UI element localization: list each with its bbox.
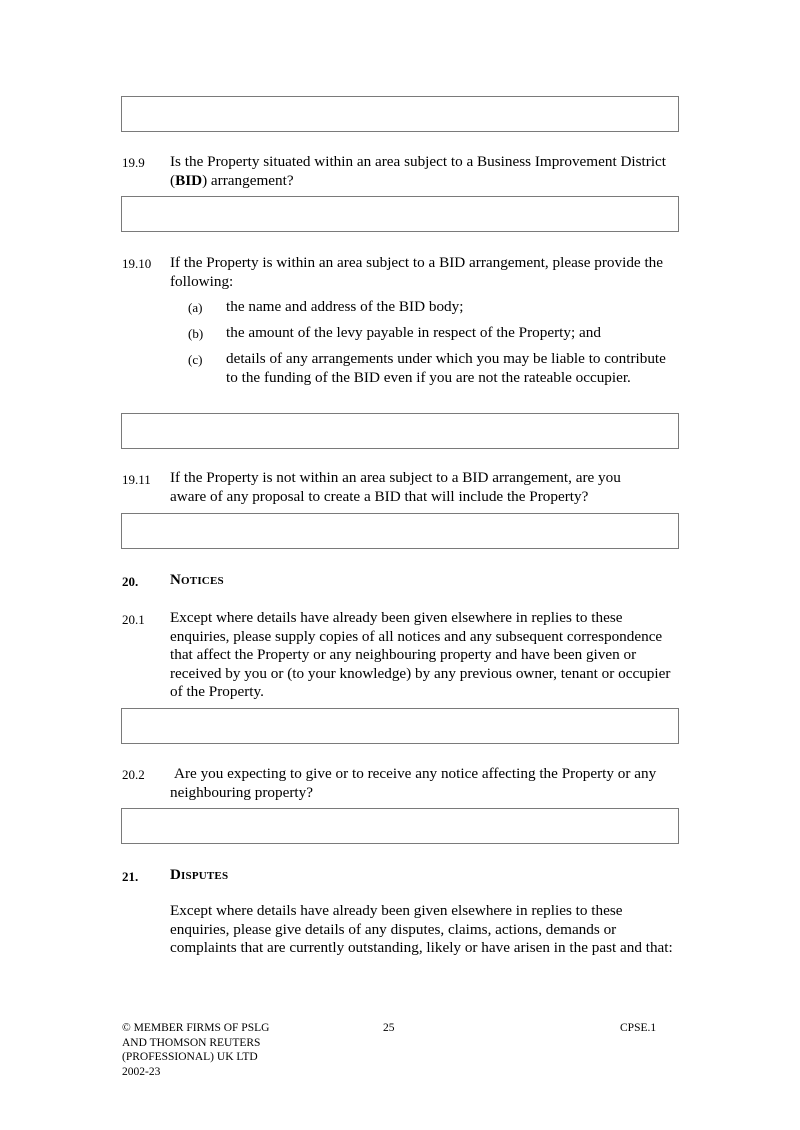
question-19-9 (170, 153, 670, 190)
item-number-19-9: 19.9 (122, 155, 145, 170)
reply-box-20-1[interactable] (121, 708, 679, 744)
item-number-20-2: 20.2 (122, 767, 145, 782)
question-19-11: If the Property is not within an area subject to a BID arrangement, are you aware of any proposal to create a BID that will include the Property? (170, 469, 621, 505)
reply-box-19-9[interactable] (121, 196, 679, 232)
sub-item-text: the name and address of the BID body; (226, 298, 464, 315)
section-number-20: 20. (122, 574, 139, 589)
sub-item-label: (c) (188, 352, 203, 367)
reply-box-19-11[interactable] (121, 513, 679, 549)
reply-box-19-10[interactable] (121, 413, 679, 449)
footer-copyright (122, 1021, 269, 1079)
item-number-19-10: 19.10 (122, 256, 152, 271)
reply-box-20-2[interactable] (121, 808, 679, 844)
reply-box-19-8[interactable] (121, 96, 679, 132)
form-code: CPSE.1 (620, 1022, 657, 1034)
footer-copyright-line: AND THOMSON REUTERS (122, 1036, 261, 1049)
sub-item-label: (a) (188, 300, 203, 315)
item-number-20-1: 20.1 (122, 612, 145, 627)
question-19-9-bold-term: BID (175, 171, 203, 189)
question-19-9-text: Is the Property situated within an area subject to a Business Improvement District ( (170, 153, 667, 189)
sub-item-label: (b) (188, 326, 204, 341)
question-20-2: Are you expecting to give or to receive any notice affecting the Property or any neighbouring property? (170, 765, 657, 801)
question-20-1: Except where details have already been given elsewhere in replies to these enquiries, please supply copies of all notices and any subsequent correspondence that affect the Property or any neighbouring property and have been given or received by you or (to your knowledge) by any previous owner, tenant or occupier of the Property. (170, 609, 671, 700)
question-19-9-text-end: ) arrangement? (202, 171, 294, 189)
section-21-text: Except where details have already been given elsewhere in replies to these enquiries, please give details of any disputes, claims, actions, demands or complaints that are currently outstanding, likely or have arisen in the past and that: (170, 902, 673, 956)
item-number-19-11: 19.11 (122, 472, 151, 487)
footer-copyright-line: (PROFESSIONAL) UK LTD (122, 1051, 258, 1063)
footer-copyright-line: © MEMBER FIRMS OF PSLG (122, 1022, 270, 1034)
section-title-disputes: Disputes (170, 867, 229, 883)
section-number-21: 21. (122, 869, 139, 884)
sub-item-text: details of any arrangements under which you may be liable to contribute to the funding of the BID even if you are not the rateable occupier. (226, 350, 666, 386)
footer-copyright-line: 2002-23 (122, 1065, 161, 1078)
section-title-notices: Notices (170, 572, 224, 588)
question-19-10: If the Property is within an area subject to a BID arrangement, please provide the following: (170, 254, 664, 290)
sub-item-text: the amount of the levy payable in respect of the Property; and (226, 324, 601, 341)
page-number: 25 (383, 1022, 395, 1034)
